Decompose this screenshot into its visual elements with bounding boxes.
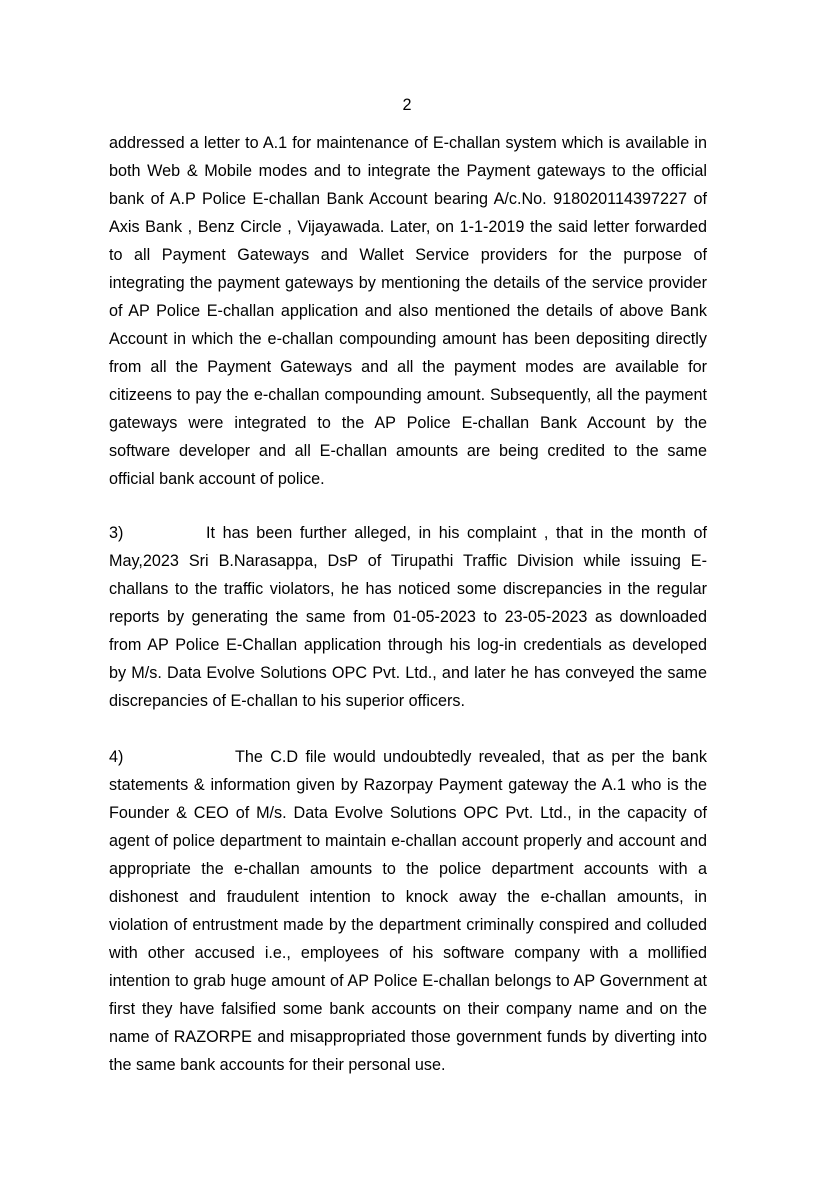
- text-line: reports by generating the same from 01-05-2023 to 23-05-2023 as downloaded: [109, 608, 707, 626]
- text-line: integrating the payment gateways by mentioning the details of the service provider: [109, 274, 707, 292]
- paragraph-number: 4): [109, 748, 124, 766]
- text-line: both Web & Mobile modes and to integrate the Payment gateways to the official: [109, 162, 707, 180]
- text-line: violation of entrustment made by the department criminally conspired and colluded: [109, 916, 707, 934]
- text-line: of AP Police E-challan application and also mentioned the details of above Bank: [109, 302, 707, 320]
- text-line: by M/s. Data Evolve Solutions OPC Pvt. Ltd., and later he has conveyed the same: [109, 664, 707, 682]
- text-line: dishonest and fraudulent intention to knock away the e-challan amounts, in: [109, 888, 707, 906]
- text-line: [109, 519, 707, 547]
- text-line: intention to grab huge amount of AP Police E-challan belongs to AP Government at: [109, 972, 707, 990]
- text-line: bank of A.P Police E-challan Bank Account bearing A/c.No. 918020114397227 of: [109, 190, 707, 208]
- text-line: Account in which the e-challan compounding amount has been depositing directly: [109, 330, 707, 348]
- text-line: challans to the traffic violators, he has noticed some discrepancies in the regular: [109, 580, 707, 598]
- text-line: with other accused i.e., employees of his software company with a mollified: [109, 944, 707, 962]
- paragraph-4: [109, 743, 707, 1079]
- paragraph-number: 3): [109, 524, 124, 542]
- text-line: [109, 743, 707, 771]
- text-line: gateways were integrated to the AP Police E-challan Bank Account by the: [109, 414, 707, 432]
- text-line: from all the Payment Gateways and all the payment modes are available for: [109, 358, 707, 376]
- text-line: discrepancies of E-challan to his superior officers.: [109, 692, 465, 710]
- text-line: the same bank accounts for their personal use.: [109, 1056, 446, 1074]
- text-line: agent of police department to maintain e-challan account properly and account and: [109, 832, 707, 850]
- text-line: software developer and all E-challan amounts are being credited to the same: [109, 442, 707, 460]
- text-line-content: It has been further alleged, in his complaint , that in the month of: [206, 524, 707, 542]
- text-line: official bank account of police.: [109, 470, 325, 488]
- text-line: statements & information given by Razorpay Payment gateway the A.1 who is the: [109, 776, 707, 794]
- text-line: May,2023 Sri B.Narasappa, DsP of Tirupathi Traffic Division while issuing E-: [109, 552, 707, 570]
- text-line: name of RAZORPE and misappropriated those government funds by diverting into: [109, 1028, 707, 1046]
- text-line-content: The C.D file would undoubtedly revealed, that as per the bank: [235, 748, 707, 766]
- page-number: 2: [402, 96, 412, 114]
- text-line: to all Payment Gateways and Wallet Service providers for the purpose of: [109, 246, 707, 264]
- text-line: from AP Police E-Challan application through his log-in credentials as developed: [109, 636, 707, 654]
- text-line: Founder & CEO of M/s. Data Evolve Solutions OPC Pvt. Ltd., in the capacity of: [109, 804, 707, 822]
- text-line: addressed a letter to A.1 for maintenance of E-challan system which is available in: [109, 134, 707, 152]
- paragraph-3: [109, 519, 707, 715]
- paragraph-continuation: [109, 129, 707, 493]
- text-line: citizeens to pay the e-challan compounding amount. Subsequently, all the payment: [109, 386, 707, 404]
- text-line: Axis Bank , Benz Circle , Vijayawada. Later, on 1-1-2019 the said letter forwarded: [109, 218, 707, 236]
- text-line: appropriate the e-challan amounts to the police department accounts with a: [109, 860, 707, 878]
- text-line: first they have falsified some bank accounts on their company name and on the: [109, 1000, 707, 1018]
